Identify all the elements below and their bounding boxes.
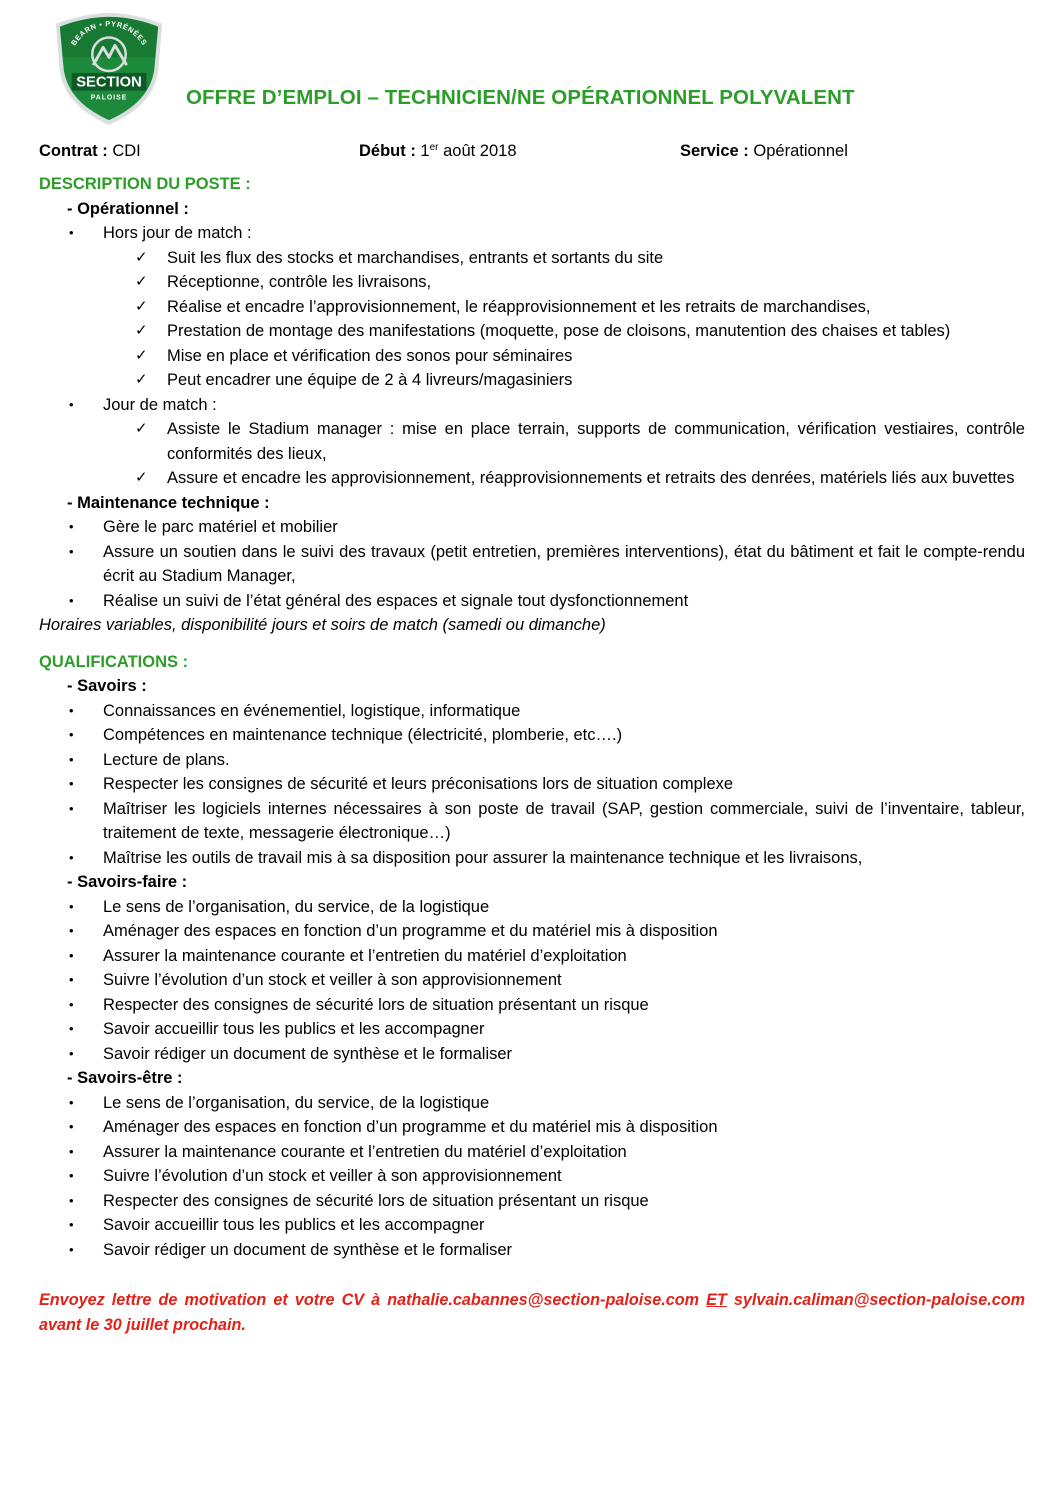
cta-and: ET	[706, 1291, 727, 1309]
maintenance-item: • Gère le parc matériel et mobilier	[39, 515, 1025, 540]
hors-jour-item	[39, 221, 1025, 246]
jour-match-label: Jour de match :	[103, 395, 217, 414]
hors-jour-task: ✓ Peut encadrer une équipe de 2 à 4 livreurs/magasiniers	[39, 368, 1025, 393]
hors-jour-task: ✓ Mise en place et vérification des sonos pour séminaires	[39, 344, 1025, 369]
cta-text-1: Envoyez lettre de motivation et votre CV à nathalie.cabannes@section-paloise.com	[39, 1291, 707, 1309]
jour-match-item	[39, 393, 1025, 418]
savoirs-etre-item: • Aménager des espaces en fonction d’un programme et du matériel mis à disposition	[39, 1115, 1025, 1140]
savoirs-etre-item: • Suivre l’évolution d’un stock et veiller à son approvisionnement	[39, 1164, 1025, 1189]
maintenance-list	[39, 515, 1025, 613]
savoirs-etre-label: - Savoirs-être :	[67, 1069, 183, 1087]
service-info	[680, 142, 848, 161]
start-info	[359, 142, 517, 161]
qualifications-heading: QUALIFICATIONS :	[39, 652, 189, 671]
start-label: Début :	[359, 142, 416, 160]
cta-text-2: sylvain.caliman@section-paloise.com avant le 30 juillet prochain.	[39, 1291, 1025, 1334]
savoirs-faire-item: • Assurer la maintenance courante et l’entretien du matériel d’exploitation	[39, 944, 1025, 969]
start-day-suffix: er	[429, 142, 439, 153]
hors-jour-tasks	[39, 246, 1025, 393]
savoirs-item: • Maîtriser les logiciels internes nécessaires à son poste de travail (SAP, gestion commerciale, suivi de l’inventaire, tableur, traitement de texte, messagerie électronique…)	[39, 797, 1025, 846]
start-date: août 2018	[443, 142, 517, 160]
page-title: OFFRE D’EMPLOI – TECHNICIEN/NE OPÉRATIONNEL POLYVALENT	[186, 86, 855, 109]
start-day: 1	[420, 142, 430, 160]
savoirs-faire-item: • Savoir rédiger un document de synthèse et le formaliser	[39, 1042, 1025, 1067]
savoirs-faire-item: • Suivre l’évolution d’un stock et veiller à son approvisionnement	[39, 968, 1025, 993]
maintenance-item: • Réalise un suivi de l’état général des espaces et signale tout dysfonctionnement	[39, 589, 1025, 614]
savoirs-etre-item: • Respecter des consignes de sécurité lors de situation présentant un risque	[39, 1189, 1025, 1214]
jour-match-task: ✓ Assure et encadre les approvisionnement, réapprovisionnements et retraits des denrées, matériels liés aux buvettes	[39, 466, 1025, 491]
savoirs-etre-item: • Le sens de l’organisation, du service, de la logistique	[39, 1091, 1025, 1116]
contract-label: Contrat :	[39, 142, 108, 160]
savoirs-etre-item: • Assurer la maintenance courante et l’entretien du matériel d’exploitation	[39, 1140, 1025, 1165]
savoirs-faire-item: • Savoir accueillir tous les publics et les accompagner	[39, 1017, 1025, 1042]
jour-match-tasks	[39, 417, 1025, 491]
savoirs-item: • Compétences en maintenance technique (électricité, plomberie, etc….)	[39, 723, 1025, 748]
schedule-note: Horaires variables, disponibilité jours et soirs de match (samedi ou dimanche)	[39, 616, 606, 634]
maintenance-label: - Maintenance technique :	[67, 493, 270, 512]
savoirs-etre-list	[39, 1091, 1025, 1263]
savoirs-faire-item: • Le sens de l’organisation, du service, de la logistique	[39, 895, 1025, 920]
savoirs-faire-label: - Savoirs-faire :	[67, 873, 188, 891]
maintenance-item: • Assure un soutien dans le suivi des travaux (petit entretien, premières interventions), état du bâtiment et fait le compte-rendu écrit au Stadium Manager,	[39, 540, 1025, 589]
savoirs-item: • Connaissances en événementiel, logistique, informatique	[39, 699, 1025, 724]
contract-info	[39, 142, 141, 161]
hors-jour-label: Hors jour de match :	[103, 224, 252, 242]
hors-jour-task: ✓ Prestation de montage des manifestations (moquette, pose de cloisons, manutention des chaises et tables)	[39, 319, 1025, 344]
savoirs-list	[39, 699, 1025, 871]
savoirs-etre-item: • Savoir accueillir tous les publics et les accompagner	[39, 1213, 1025, 1238]
service-value: Opérationnel	[753, 142, 848, 160]
application-instructions	[39, 1288, 1025, 1337]
operationnel-list	[39, 221, 1025, 246]
service-label: Service :	[680, 142, 749, 160]
savoirs-label: - Savoirs :	[67, 677, 147, 695]
contract-value: CDI	[112, 142, 141, 160]
savoirs-item: • Maîtrise les outils de travail mis à sa disposition pour assurer la maintenance technique et les livraisons,	[39, 846, 1025, 871]
logo-sub: PALOISE	[90, 94, 128, 102]
hors-jour-task: ✓ Réalise et encadre l’approvisionnement, le réapprovisionnement et les retraits de marchandises,	[39, 295, 1025, 320]
savoirs-faire-item: • Respecter des consignes de sécurité lors de situation présentant un risque	[39, 993, 1025, 1018]
hors-jour-task: ✓ Réceptionne, contrôle les livraisons,	[39, 270, 1025, 295]
description-heading: DESCRIPTION DU POSTE :	[39, 175, 251, 193]
savoirs-etre-item: • Savoir rédiger un document de synthèse et le formaliser	[39, 1238, 1025, 1263]
document-body	[39, 172, 1025, 1337]
logo-name: SECTION	[76, 74, 142, 91]
savoirs-item: • Lecture de plans.	[39, 748, 1025, 773]
savoirs-faire-item: • Aménager des espaces en fonction d’un programme et du matériel mis à disposition	[39, 919, 1025, 944]
jour-match-task: ✓ Assiste le Stadium manager : mise en place terrain, supports de communication, vérification vestiaires, contrôle conformités des lieux,	[39, 417, 1025, 466]
savoirs-item: • Respecter les consignes de sécurité et leurs préconisations lors de situation complexe	[39, 772, 1025, 797]
jour-match-list	[39, 393, 1025, 418]
logo-arc-text: BEARN • PYRÉNÉES	[68, 19, 150, 48]
savoirs-faire-list	[39, 895, 1025, 1067]
section-paloise-logo	[50, 10, 168, 128]
hors-jour-task: ✓ Suit les flux des stocks et marchandises, entrants et sortants du site	[39, 246, 1025, 271]
operationnel-label: - Opérationnel :	[67, 199, 189, 218]
